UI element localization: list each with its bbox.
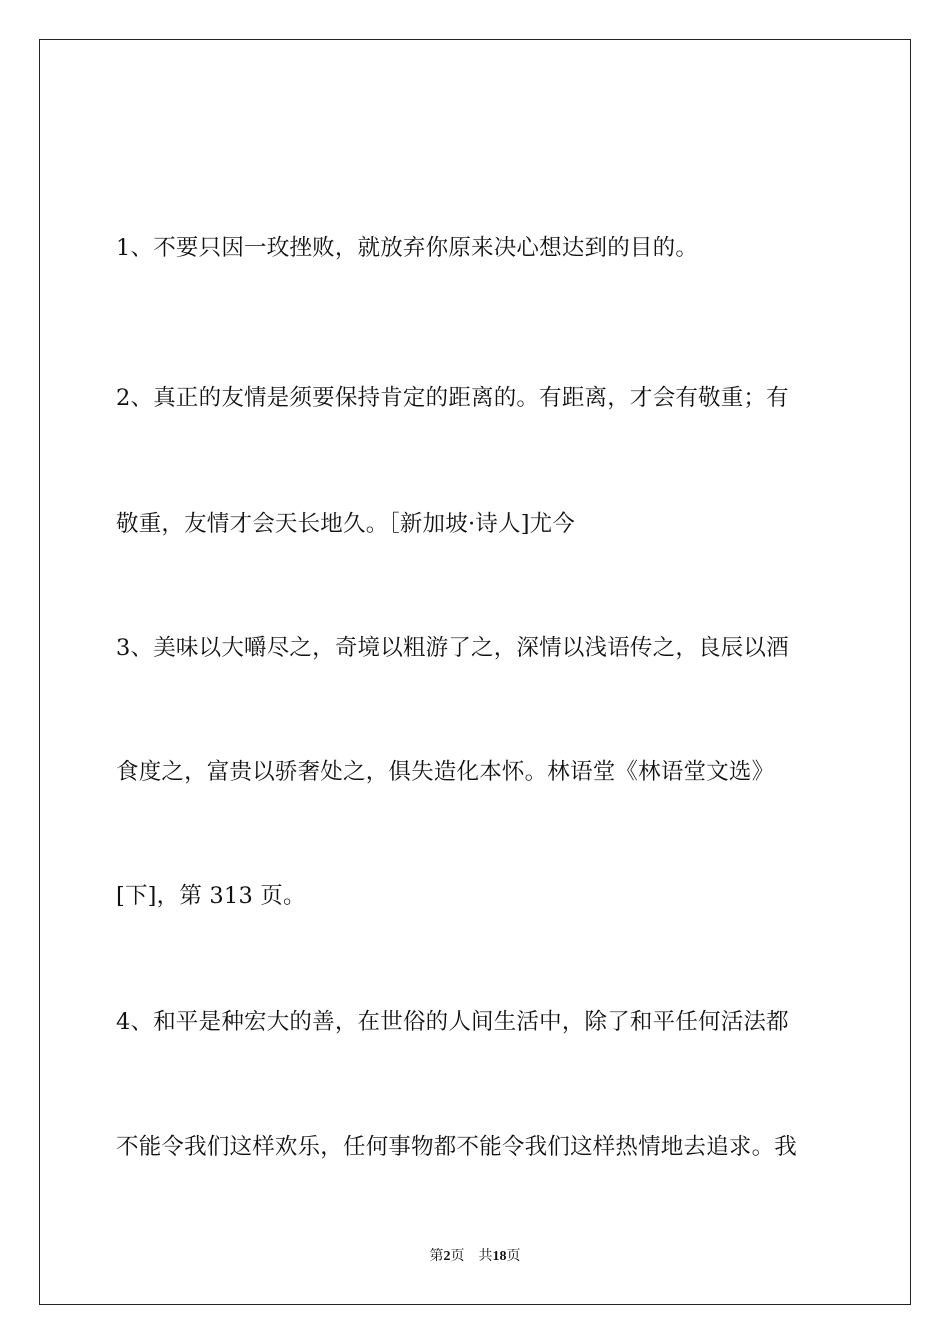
text-line-2: 2、真正的友情是须要保持肯定的距离的。有距离，才会有敬重；有: [116, 385, 789, 411]
text-line-5: 食度之，富贵以骄奢处之，俱失造化本怀。林语堂《林语堂文选》: [116, 759, 775, 785]
page-suffix: 页: [450, 1248, 465, 1264]
text-line-3: 敬重，友情才会天长地久。［新加坡·诗人]尤今: [116, 511, 576, 537]
page-border: [39, 39, 911, 1305]
text-line-7: 4、和平是种宏大的善，在世俗的人间生活中，除了和平任何活法都: [116, 1009, 789, 1035]
text-line-8: 不能令我们这样欢乐，任何事物都不能令我们这样热情地去追求。我: [116, 1134, 798, 1160]
page-footer: [0, 1247, 950, 1266]
text-line-6: [下]，第 313 页。: [116, 883, 306, 909]
total-suffix: 页: [506, 1248, 521, 1264]
page-current: 2: [443, 1249, 451, 1264]
page-prefix: 第: [429, 1248, 444, 1264]
text-line-4: 3、美味以大嚼尽之，奇境以粗游了之，深情以浅语传之，良辰以酒: [116, 635, 789, 661]
text-line-1: 1、不要只因一玫挫败，就放弃你原来决心想达到的目的。: [116, 235, 699, 261]
total-prefix: 共: [478, 1248, 493, 1264]
page-total: 18: [492, 1249, 507, 1264]
